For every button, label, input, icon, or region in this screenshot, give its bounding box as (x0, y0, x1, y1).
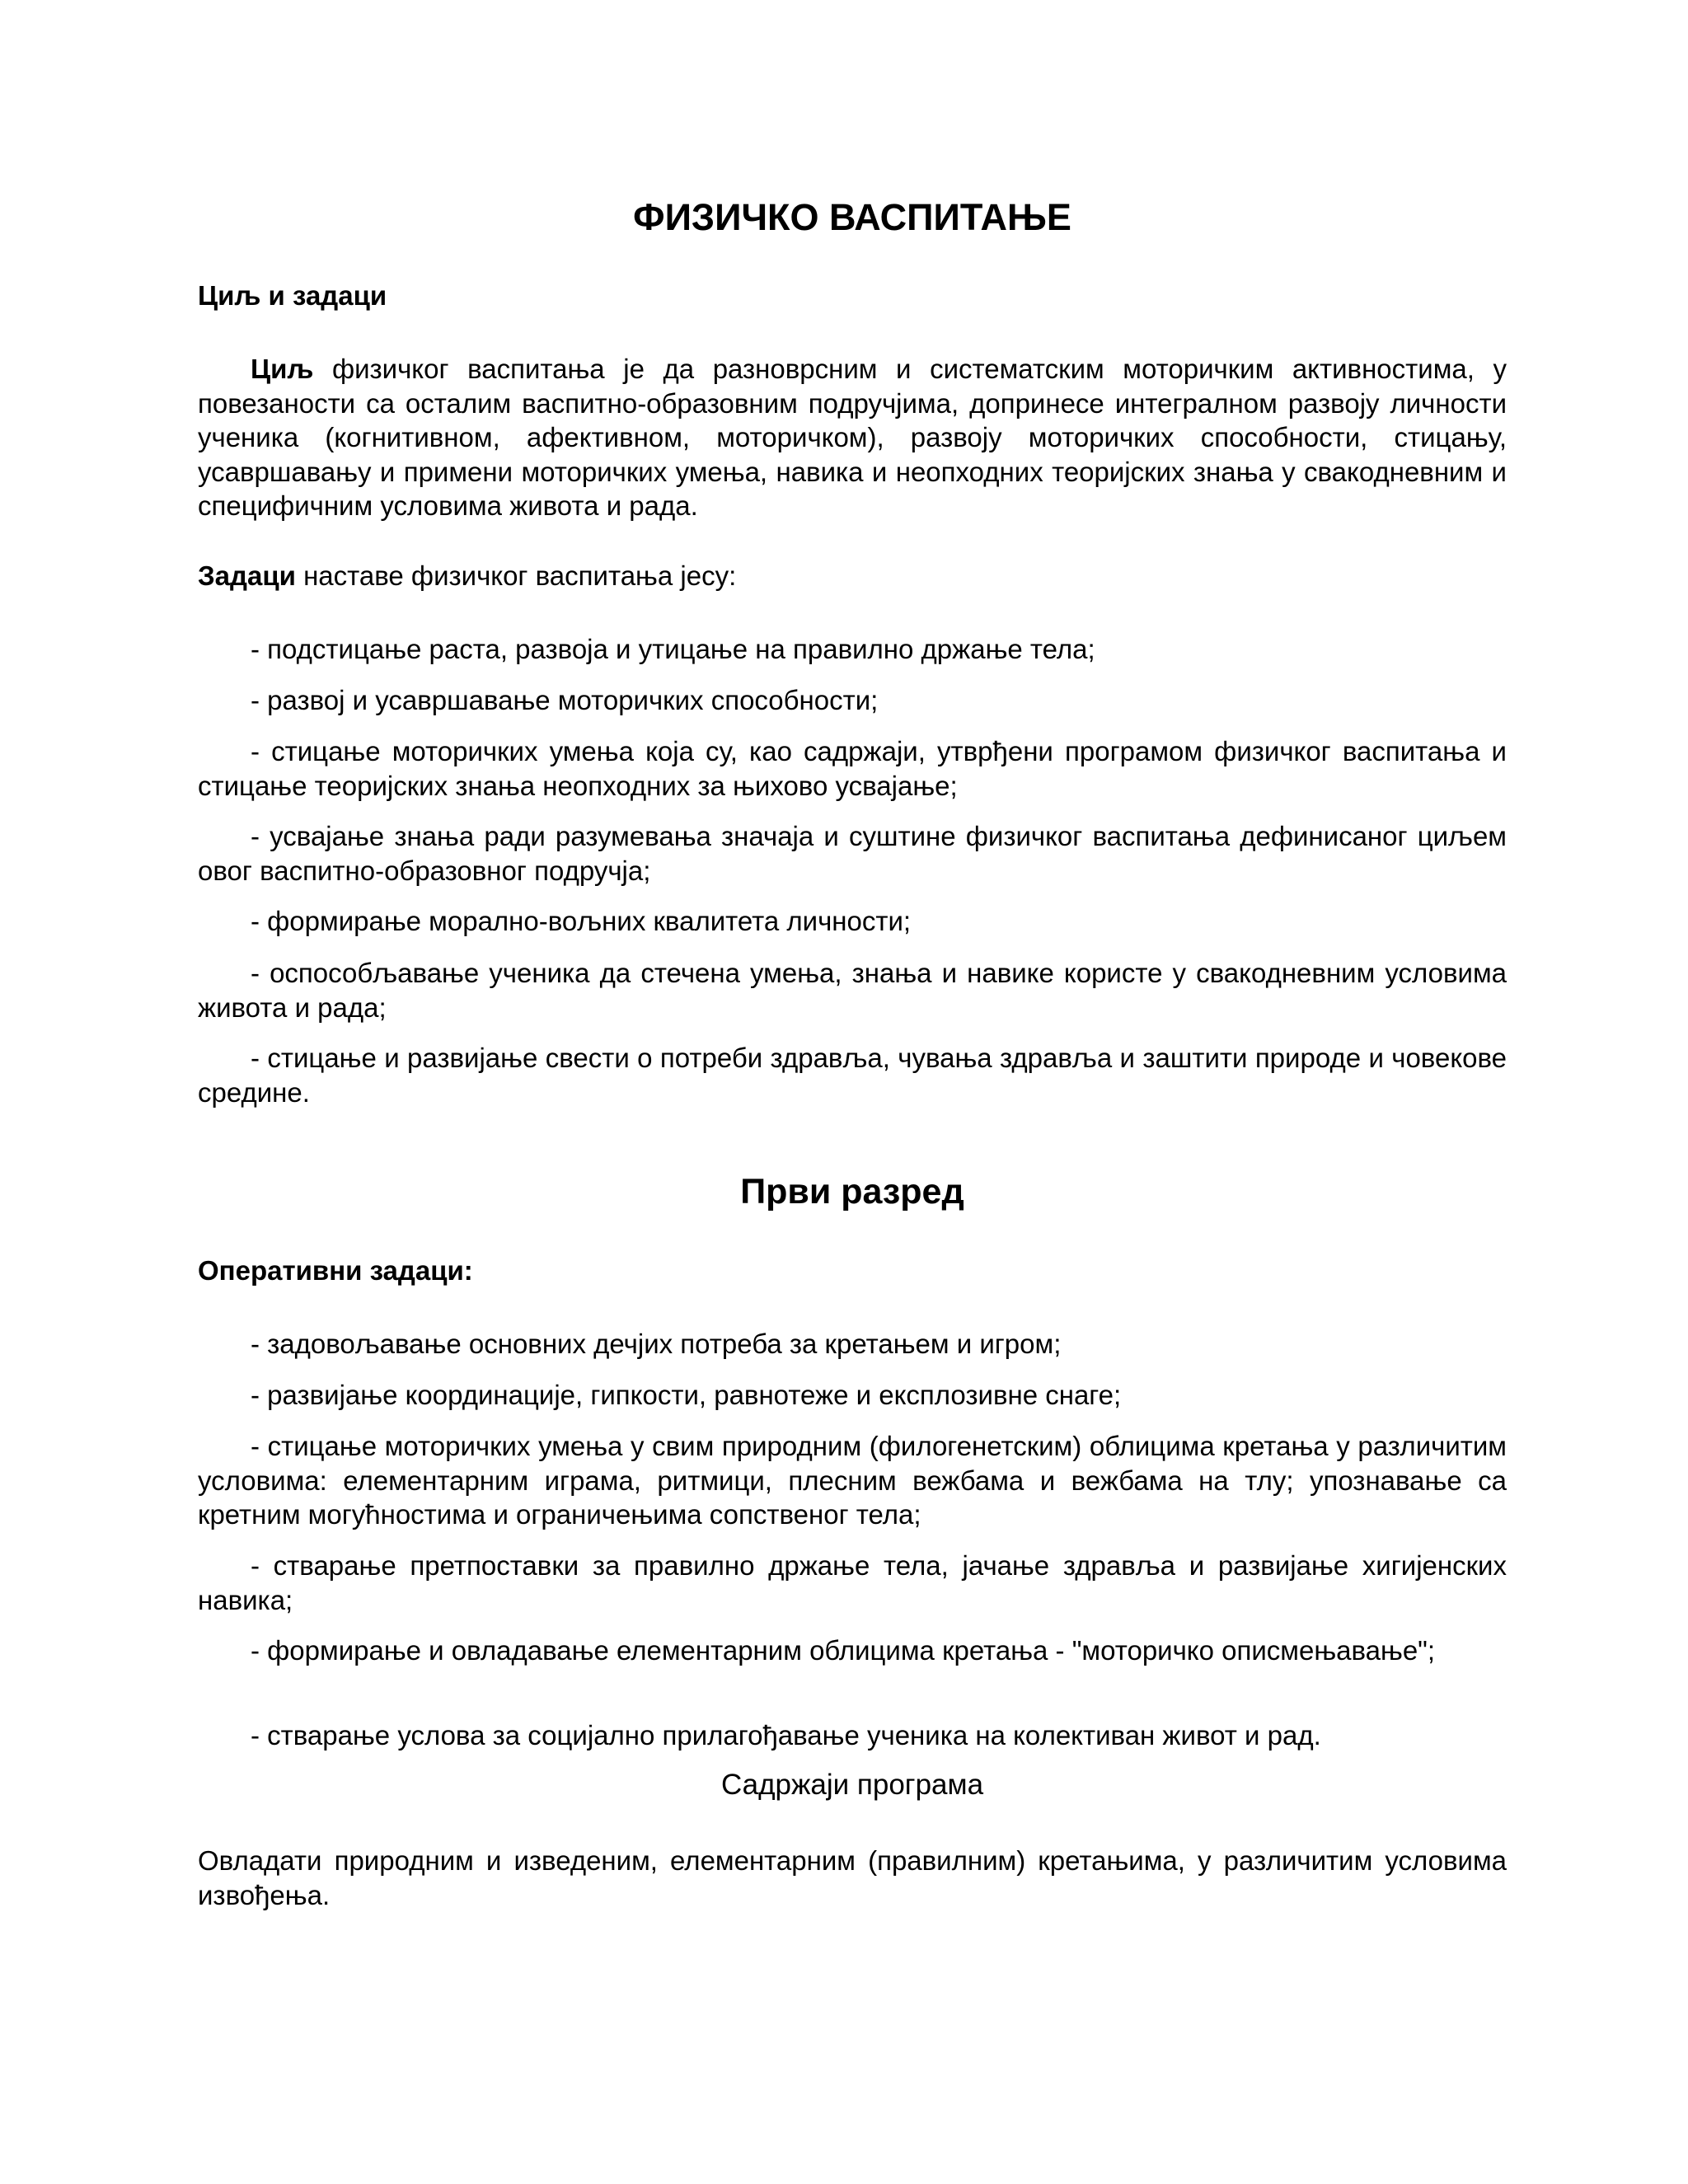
task-item: - стицање моторичких умења која су, као садржаји, утврђени програмом физичког васпитања и стицање теоријских знања неопходних за њихово усвајање; (198, 736, 1507, 801)
tasks-intro-text: наставе физичког васпитања јесу: (295, 560, 737, 591)
task-item: - оспособљавање ученика да стечена умења, знања и навике користе у свакодневним условима живота и рада; (198, 958, 1507, 1023)
goal-lead: Циљ (251, 354, 314, 384)
operational-task-item: - формирање и овладавање елементарним облицима кретања - "моторичко описмењавање"; (251, 1635, 1436, 1666)
operational-task-item: - задовољавање основних дечјих потреба за кретањем и игром; (251, 1329, 1062, 1359)
document-page (198, 0, 1507, 2184)
tasks-lead: Задаци (198, 560, 296, 591)
task-item: - подстицање раста, развоја и утицање на правилно држање тела; (251, 634, 1095, 664)
operational-task-item: - стицање моторичких умења у свим природним (филогенетским) облицима кретања у различитим условима: елементарним играма, ритмици, плесним вежбама и вежбама на тлу; упознавање са кретним могућностима и ограничењима сопственог тела; (198, 1431, 1507, 1530)
document-title: ФИЗИЧКО ВАСПИТАЊЕ (633, 196, 1071, 238)
task-item: - усвајање знања ради разумевања значаја и суштине физичког васпитања дефинисаног циљем овог васпитно-образовног подручја; (198, 821, 1507, 886)
goal-text: физичког васпитања је да разноврсним и систематским моторичким активностима, у повезаности са осталим васпитно-образовним подручјима, допринесе интегралном развоју личности ученика (когнитивном, афективном, моторичком), развоју моторичких способности, стицању, усавршавању и примени моторичких умења, навика и неопходних теоријских знања у свакодневним и специфичним условима живота и рада. (198, 354, 1507, 521)
grade-title: Први разред (740, 1172, 964, 1212)
operational-tasks-heading: Оперативни задаци: (198, 1255, 473, 1286)
tasks-intro (198, 559, 1507, 593)
task-item: - развој и усавршавање моторичких способности; (251, 685, 879, 715)
goal-paragraph (198, 352, 1507, 523)
task-item: - формирање морално-вољних квалитета личности; (251, 906, 912, 936)
section-heading-goals: Циљ и задаци (198, 280, 387, 311)
task-item: - стицање и развијање свести о потреби здравља, чувања здравља и заштити природе и човекове средине. (198, 1043, 1507, 1108)
operational-task-item: - стварање услова за социјално прилагођавање ученика на колективан живот и рад. (251, 1720, 1321, 1750)
program-paragraph: Овладати природним и изведеним, елементарним (правилним) кретањима, у различитим условима извођења. (198, 1845, 1507, 1910)
program-heading: Садржаји програма (720, 1769, 984, 1801)
operational-task-item: - развијање координације, гипкости, равнотеже и експлозивне снаге; (251, 1380, 1122, 1410)
operational-task-item: - стварање претпоставки за правилно држање тела, јачање здравља и развијање хигијенских навика; (198, 1550, 1507, 1615)
